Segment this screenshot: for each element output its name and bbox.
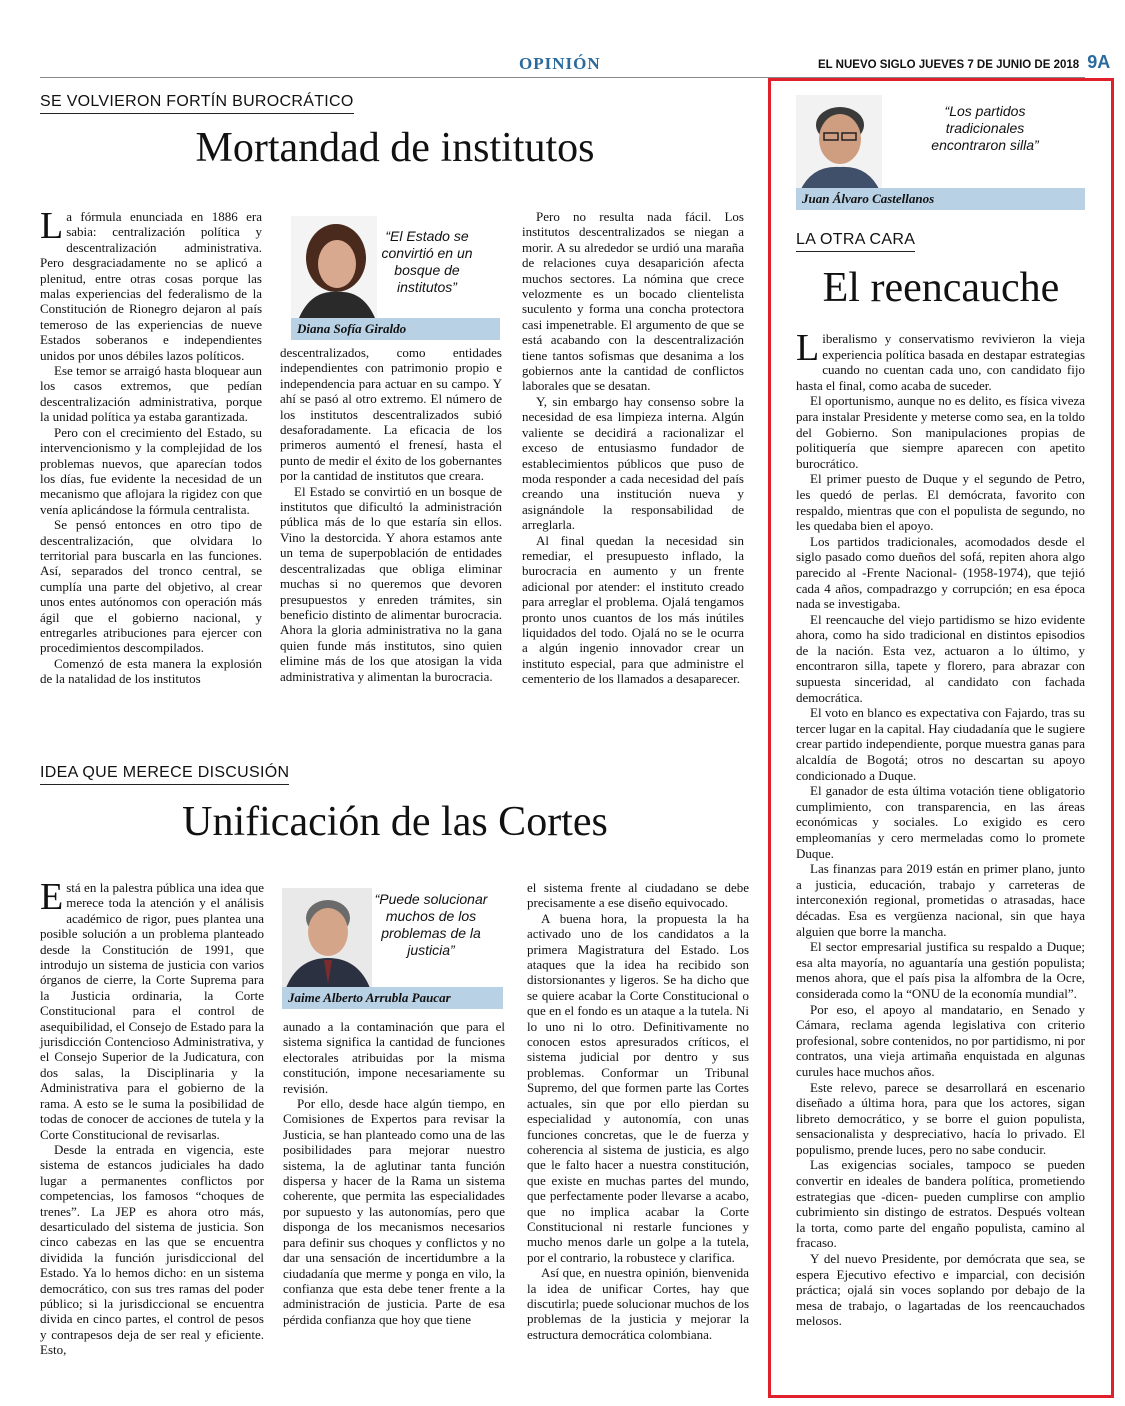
paragraph: Pero no resulta nada fácil. Los institutos descentralizados se niegan a morir. A su alrededor se urdió una maraña de relaciones cuya desaparición afecta muchos sectores. La nómina que crece velozmente es un bocado clientelista suculento y forma una concha protectora casi impenetrable. El argumento de que se está acabando con la descentralización tiene tantos sofismas que desanima a los gobiernos ante la cantidad de conflictos laborales que se desatan. bbox=[522, 209, 744, 394]
paragraph: El sector empresarial justifica su respaldo a Duque; esa alta mayoría, no aguantaría una gestión populista; menos ahora, que el país pisa la alfombra de la Ocre, considerada como la “ONU de la economía mundial”. bbox=[796, 939, 1085, 1001]
editorial2-col2 bbox=[283, 1019, 505, 1327]
author-photo-juan bbox=[796, 95, 882, 191]
section-label: OPINIÓN bbox=[519, 54, 601, 73]
paragraph: Se pensó entonces en otro tipo de descentralización, que olvidara lo territorial para buscarla en las funciones. Así, separados del tronco central, se cumplía una parte del objetivo, al crear unos entes autónomos con operación más ágil que el gobierno nacional, y entregarles atribuciones para ejercer con procedimientos descompilados. bbox=[40, 517, 262, 656]
paragraph: Al final quedan la necesidad sin remediar, el presupuesto inflado, la burocracia en aumento y un frente adicional por atender: el instituto creado para arreglar el problema. Ojalá tengamos pronto unos cuantos de los más inútiles liquidados del todo. Ojalá no se le ocurra a algún ingenio innovador crear un instituto especial, para que administre el cementerio de los llamados a desaparecer. bbox=[522, 532, 744, 687]
paragraph: Por ello, desde hace algún tiempo, en Comisiones de Expertos para revisar la Justicia, se han planteado como una de las posibilidades para mejorar nuestro sistema, la de aglutinar tanta función dispersa y hacer de la Rama un sistema coherente, que permita las especialidades por supuesto y las autonomías, pero que disponga de los mecanismos necesarios para definir sus choques y conflictos y no dar una sensación de incertidumbre a la ciudadanía que merme y ponga en vilo, la confianza que esta debe tener frente a la administración de justicia. Parte de esa pérdida confianza que hoy que tiene bbox=[283, 1096, 505, 1327]
editorial1-col1 bbox=[40, 205, 262, 687]
paragraph: Y del nuevo Presidente, por demócrata que sea, se espera Ejecutivo efectivo e imparcial, con decisión práctica; ojalá sin voces soplando por debajo de la mesa de trabajo, o lagartadas de los reencauchados melosos. bbox=[796, 1251, 1085, 1329]
paragraph: stá en la palestra pública una idea que merece toda la atención y el análisis académico de rigor, pues plantea una posible solución a un problema planteado desde la Constitución de 1991, que introdujo un sistema de justicia con varios órganos de cierre, la Corte Suprema para la Justicia ordinaria, la Corte Constitucional para el control de asequibilidad, el Consejo de Estado para la jurisdicción Contencioso Administrativa, y el Consejo Superior de la Judicatura, con dos salas, la Disciplinaria y la Administrativa para el gobierno de la rama. A esto se le suma la posibilidad de todas de conocer de acciones de tutela y la Corte Constitucional de revisarlas. bbox=[40, 880, 264, 1142]
paper-date: EL NUEVO SIGLO JUEVES 7 DE JUNIO DE 2018 bbox=[818, 59, 1080, 71]
editorial1-col2 bbox=[280, 345, 502, 684]
editorial1-quote: “El Estado se convirtió en un bosque de institutos” bbox=[381, 228, 473, 295]
editorial2-col3 bbox=[527, 880, 749, 1342]
paragraph: Los partidos tradicionales, acomodados desde el siglo pasado como dueños del sofá, repiten ahora algo parecido al -Frente Nacional- (1958-1974), que tejió cada 4 años, compadrazgo y corrupción; en esa época nada se investigaba. bbox=[796, 533, 1085, 612]
editorial1-author: Diana Sofía Giraldo bbox=[291, 318, 500, 340]
page-number: 9A bbox=[1087, 52, 1111, 72]
paragraph: Este relevo, parece se desarrollará en escenario diseñado a última hora, para que los actores, sigan libreto democrático, y se borre el guion populista, sensacionalista y despreciativo, hacía lo privado. El populismo, prende luces, pero no sabe conducir. bbox=[796, 1079, 1085, 1157]
editorial1-title: Mortandad de institutos bbox=[195, 125, 595, 171]
paragraph: aunado a la contaminación que para el sistema significa la cantidad de funciones electorales atribuidas por la misma constitución, impone necesariamente su revisión. bbox=[283, 1019, 505, 1096]
paragraph: descentralizados, como entidades independientes con patrimonio propio e independencia para actuar en su campo. Y ahí se pasó al otro extremo. El número de los institutos descentralizados subió desaforadamente. La eficacia de los primeros aumentó el frenesí, hasta el punto de medir el éxito de los gobernantes por la cantidad de institutos que creara. bbox=[280, 345, 502, 484]
editorial1-kicker: SE VOLVIERON FORTÍN BUROCRÁTICO bbox=[40, 93, 354, 114]
paper-date-line bbox=[818, 52, 1110, 73]
column-body bbox=[796, 327, 1085, 1329]
paragraph: Las finanzas para 2019 están en primer plano, junto a justicia, educación, trabajo y carreteras de interconexión regional, prometidas o atrasadas, hace décadas. Esa es vergüenza nacional, sin que haya alguien que borre la mancha. bbox=[796, 861, 1085, 939]
editorial2-quote: “Puede solucionar muchos de los problemas de la justicia” bbox=[374, 891, 488, 958]
paragraph: El oportunismo, aunque no es delito, es física viveza para instalar Presidente y meterse como sea, en la toldo del Gobierno. Son manipulaciones propias de politiquería que siempre aparecen con apetito burocrático. bbox=[796, 393, 1085, 471]
paragraph: Desde la entrada en vigencia, este sistema de estancos judiciales ha dado lugar a permanentes conflictos por competencias, los famosos “choques de trenes”. La JEP es ahora otro más, desarticulado del sistema de justicia. Son cinco cabezas en las que se encuentra dividida la función jurisdiccional del Estado. Ya lo hemos dicho: en un sistema democrático, con sus tres ramas del poder público; si la jurisdiccional se encuentra divida en cinco partes, el control de pesos y contrapesos deja de ser real y eficiente. Esto, bbox=[40, 1141, 264, 1358]
paragraph: El ganador de esta última votación tiene obligatorio cumplimiento, con transparencia, en las áreas económicas y sociales. Lo exigido es cero empleomanías y cero mermeladas como lo promete Duque. bbox=[796, 783, 1085, 861]
paragraph: Y, sin embargo hay consenso sobre la necesidad de esa limpieza interna. Algún valiente se decidirá a racionalizar el exceso de entusiasmo fundador de establecimientos públicos que puso de moda responder a cada necesidad del país creando una institución nueva y asignándole la responsabilidad de arreglarla. bbox=[522, 393, 744, 533]
dropcap: L bbox=[40, 205, 64, 247]
paragraph: El reencauche del viejo partidismo se hizo evidente ahora, como ha sido tradicional en distintos episodios de la nación. Esta vez, actuaron a lo último, y encontraron silla, tapete y florero, para abrazar con supuesta sinceridad, al candidato con fachada democrática. bbox=[796, 611, 1085, 705]
paragraph: Por eso, el apoyo al mandatario, en Senado y Cámara, reclama agenda legislativa con criterio profesional, sobre contenidos, no por partidismo, ni por contratos, una vieja artimaña enquistada en algunas curules hace muchos años. bbox=[796, 1001, 1085, 1079]
paragraph: El primer puesto de Duque y el segundo de Petro, les quedó de perlas. El demócrata, favorito con respaldo, mientras que con el populista de segundo, no les quedaba bien el apoyo. bbox=[796, 471, 1085, 534]
paragraph: Ese temor se arraigó hasta bloquear aun los casos extremos, que pedían descentralización administrativa, porque la unidad política ya estaba garantizada. bbox=[40, 363, 262, 425]
paragraph: Así que, en nuestra opinión, bienvenida la idea de unificar Cortes, hay que discutirla; puede solucionar muchos de los problemas de la justicia y mejorar la estructura democrática colombiana. bbox=[527, 1265, 749, 1342]
paragraph: A buena hora, la propuesta la ha activado uno de los candidatos a la primera Magistratura del Estado. Los ataques que la idea ha recibido son distorsionantes y ligeros. Se ha dicho que se quiere acabar la Corte Constitucional o que en el fondo es un ataque a la tutela. Ni lo uno ni lo otro. Definitivamente no conocen estos apresurados críticos, el sistema judicial por dentro y sus problemas. Conformar un Tribunal Supremo, del que formen parte las Cortes actuales, sin que por ello pierdan su especialidad y autonomía, con unas funciones concretas, que le de fuerza y coherencia al sistema de justicia, es algo que le falto hacer a nuestra constitución, que existe en muchas partes del mundo, que perfectamente poder llevarse a acabo, que no implica acabar la Corte Constitucional ni restarle funciones y mucho menos darle un golpe a la tutela, por el contrario, la robustece y clarifica. bbox=[527, 910, 749, 1265]
paragraph: El voto en blanco es expectativa con Fajardo, tras su tercer lugar en la capital. Hay ciudadanía que le sugiere crear partido independiente, porque muestra ganas para alcaldía de Bogotá; otros no descartan su apoyo condicionado a Duque. bbox=[796, 705, 1085, 783]
paragraph: Comenzó de esta manera la explosión de la natalidad de los institutos bbox=[40, 655, 262, 687]
column-kicker: LA OTRA CARA bbox=[796, 231, 915, 252]
dropcap: L bbox=[796, 327, 820, 369]
author-photo-diana bbox=[291, 216, 377, 318]
paragraph: iberalismo y conservatismo revivieron la vieja experiencia política basada en destapar estrategias cuando no cuentan cada uno, con candidato fijo hasta el final, como acaba de suceder. bbox=[796, 331, 1085, 393]
editorial2-col1 bbox=[40, 876, 264, 1358]
column-title: El reencauche bbox=[822, 265, 1060, 311]
column-author: Juan Álvaro Castellanos bbox=[796, 188, 1085, 210]
editorial2-title: Unificación de las Cortes bbox=[182, 799, 608, 845]
editorial2-kicker: IDEA QUE MERECE DISCUSIÓN bbox=[40, 764, 289, 785]
paragraph: a fórmula enunciada en 1886 era sabia: centralización política y descentralización administrativa. Pero desgraciadamente no se aplicó a plenitud, entre otras cosas porque las malas experiencias del federalismo de la Constitución de Rionegro dejaron al país temeroso de las experiencias de nueve Estados soberanos e independientes unidos por unos débiles lazos políticos. bbox=[40, 209, 262, 363]
paragraph: Pero con el crecimiento del Estado, su intervencionismo y la complejidad de los problemas nuevos, que aparecían todos los días, fue evidente la necesidad de un mecanismo que aflojara la rigidez con que venía aplicándose la fórmula centralista. bbox=[40, 424, 262, 517]
paragraph: el sistema frente al ciudadano se debe precisamente a ese diseño equivocado. bbox=[527, 880, 749, 911]
dropcap: E bbox=[40, 876, 64, 918]
paragraph: Las exigencias sociales, tampoco se pueden convertir en ideales de bandera política, prometiendo estrategias que -dicen- pueden cumplirse con amplio cubrimiento sin distingo de estratos. Después voltean la torta, como parte del engaño populista, camino al fracaso. bbox=[796, 1157, 1085, 1251]
author-photo-jaime bbox=[282, 888, 372, 988]
paragraph: El Estado se convirtió en un bosque de institutos que dificultó la administración pública más de lo que estaría sin ellos. Vino la destorcida. Y ahora estamos ante un tema de superpoblación de entidades descentralizadas que obliga eliminar muchas si no queremos que devoren presupuestos y enreden trámites, sin beneficio distinto de alimentar burocracia. Ahora la gloria administrativa no la gana quien funde más institutos, sino quien elimine más de los que atosigan la vida administrativa y alimentan la burocracia. bbox=[280, 483, 502, 684]
column-quote: “Los partidos tradicionales encontraron silla” bbox=[931, 103, 1039, 153]
editorial2-author: Jaime Alberto Arrubla Paucar bbox=[282, 987, 503, 1009]
editorial1-col3 bbox=[522, 209, 744, 687]
